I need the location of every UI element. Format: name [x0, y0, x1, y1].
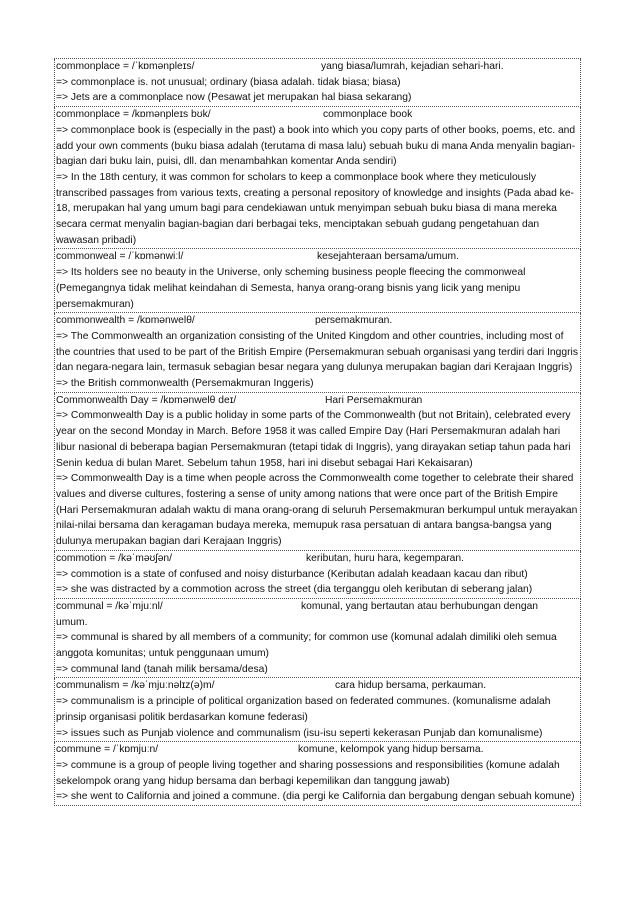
- entry-example: => commotion is a state of confused and noisy disturbance (Keributan adalah keadaan kacau dan ribut): [56, 568, 528, 580]
- entry-example: => communal land (tanah milik bersama/desa): [56, 663, 268, 675]
- entry-commonplace-book: [54, 107, 581, 249]
- entry-term: commotion = /kəˈməʊʃən/: [56, 552, 173, 564]
- entry-head: [56, 551, 579, 567]
- entry-term: commonwealth = /kɒmənwelθ/: [56, 315, 195, 327]
- entry-meaning: kesejahteraan bersama/umum.: [317, 251, 459, 263]
- entry-term: commonweal = /ˈkɒmənwiːl/: [56, 251, 184, 263]
- entry-example: => commonplace is. not unusual; ordinary (biasa adalah. tidak biasa; biasa): [56, 76, 401, 88]
- entry-meaning: keributan, huru hara, kegemparan.: [306, 552, 464, 564]
- entry-head: [56, 107, 579, 123]
- entry-example: => Commonwealth Day is a time when people across the Commonwealth come together to celebrate their shared values and diverse cultures, fostering a sense of unity among nations that were once part of the British Empire (Hari Persemakmuran adalah waktu di mana orang-orang di seluruh Persemakmuran berkumpul untuk merayakan nilai-nilai bersama dan keragaman budaya mereka, memupuk rasa persatuan di antara bangsa-bangsa yang dulunya merupakan bagian dari Kerajaan Inggris): [56, 473, 578, 548]
- entry-term: commonplace = /ˈkɒmənpleɪs/: [56, 61, 195, 72]
- entry-head: [56, 678, 579, 694]
- entry-commune: [54, 742, 581, 806]
- entry-example: => commune is a group of people living together and sharing possessions and responsibilities (komune adalah sekelompok orang yang hidup bersama dan berbagi kepemilikan dan tanggung jawab): [56, 759, 560, 787]
- entry-meaning: yang biasa/lumrah, kejadian sehari-hari.: [321, 61, 504, 72]
- entry-commonwealth-day: [54, 393, 581, 551]
- entry-head: [56, 599, 579, 615]
- entry-example: => communalism is a principle of political organization based on federated communes. (komunalisme adalah prinsip organisasi politik berdasarkan komune federasi): [56, 696, 551, 723]
- entry-head: [56, 59, 579, 75]
- entry-example: => she was distracted by a commotion across the street (dia terganggu oleh keributan di seberang jalan): [56, 584, 533, 596]
- entry-term: commonplace = /kɒmənpleɪs bʊk/: [56, 109, 211, 121]
- entry-meaning: persemakmuran.: [315, 315, 393, 327]
- entry-communalism: [54, 678, 581, 742]
- entry-example: => communal is shared by all members of a community; for common use (komunal adalah dimiliki oleh semua anggota komunitas; untuk penggunaan umum): [56, 632, 557, 660]
- entry-example: => Its holders see no beauty in the Universe, only scheming business people fleecing the commonweal (Pemegangnya tidak melihat keindahan di Semesta, hanya orang-orang bisnis yang licik yang menipu persemakmuran): [56, 267, 526, 310]
- entry-example: => issues such as Punjab violence and communalism (isu-isu seperti kekerasan Punjab dan komunalisme): [56, 727, 543, 739]
- entry-meaning: Hari Persemakmuran: [325, 394, 423, 406]
- entry-head: [56, 393, 579, 409]
- entry-meaning: komunal, yang bertautan atau berhubungan dengan: [301, 600, 539, 612]
- entry-commotion: [54, 551, 581, 599]
- entry-term: Commonwealth Day = /kɒmənwelθ deɪ/: [56, 394, 237, 406]
- entry-commonwealth: [54, 313, 581, 393]
- entry-commonplace: [54, 59, 581, 107]
- entry-head: [56, 742, 579, 758]
- entry-meaning: cara hidup bersama, perkauman.: [335, 680, 487, 692]
- entry-example: => the British commonwealth (Persemakmuran Inggeris): [56, 378, 314, 390]
- entry-head: [56, 249, 579, 265]
- entry-communal: [54, 599, 581, 679]
- entry-meaning: komune, kelompok yang hidup bersama.: [298, 744, 484, 756]
- entry-term: commune = /ˈkɒmjuːn/: [56, 744, 159, 756]
- entry-example: => Commonwealth Day is a public holiday in some parts of the Commonwealth (but not Britain), celebrated every year on the second Monday in March. Before 1958 it was called Empire Day (Hari Persemakmuran adalah hari libur nasional di beberapa bagian Persemakmuran (tetapi tidak di Inggris), yang dirayakan setiap tahun pada hari Senin kedua di bulan Maret. Sebelum tahun 1958, hari ini disebut sebagai Hari Kekaisaran): [56, 410, 571, 469]
- dictionary-sheet: [54, 58, 581, 806]
- entry-example: => In the 18th century, it was common for scholars to keep a commonplace book where they meticulously transcribed passages from various texts, creating a personal repository of knowledge and insights (Pada abad ke-18, merupakan hal yang umum bagi para cendekiawan untuk menyimpan sebuah buku biasa di mana mereka secara cermat menyalin bagian-bagian dari berbagai teks, menciptakan sebuah gudang pengetahuan dan wawasan pribadi): [56, 171, 574, 246]
- entry-term: communal = /kəˈmjuːnl/: [56, 600, 163, 612]
- entry-example: umum.: [56, 616, 88, 628]
- entry-example: => Jets are a commonplace now (Pesawat jet merupakan hal biasa sekarang): [56, 92, 412, 104]
- entry-term: communalism = /kəˈmjuːnəlɪz(ə)m/: [56, 680, 215, 692]
- entry-example: => she went to California and joined a commune. (dia pergi ke California dan bergabung dengan sebuah komune): [56, 791, 575, 803]
- entry-commonweal: [54, 249, 581, 313]
- entry-meaning: commonplace book: [323, 109, 413, 121]
- entry-example: => The Commonwealth an organization consisting of the United Kingdom and other countries, including most of the countries that used to be part of the British Empire (Persemakmuran sebuah organisasi yang terdiri dari Inggris dan negara-negara lain, termasuk sebagian besar negara yang dulunya merupakan bagian dari Kerajaan Inggris): [56, 330, 578, 374]
- entry-example: => commonplace book is (especially in the past) a book into which you copy parts of other books, poems, etc. and add your own comments (buku biasa adalah (terutama di masa lalu) sebuah buku di mana Anda menyalin bagian-bagian dari buku lain, puisi, dll. dan menambahkan komentar Anda sendiri): [56, 124, 576, 168]
- entry-head: [56, 313, 579, 329]
